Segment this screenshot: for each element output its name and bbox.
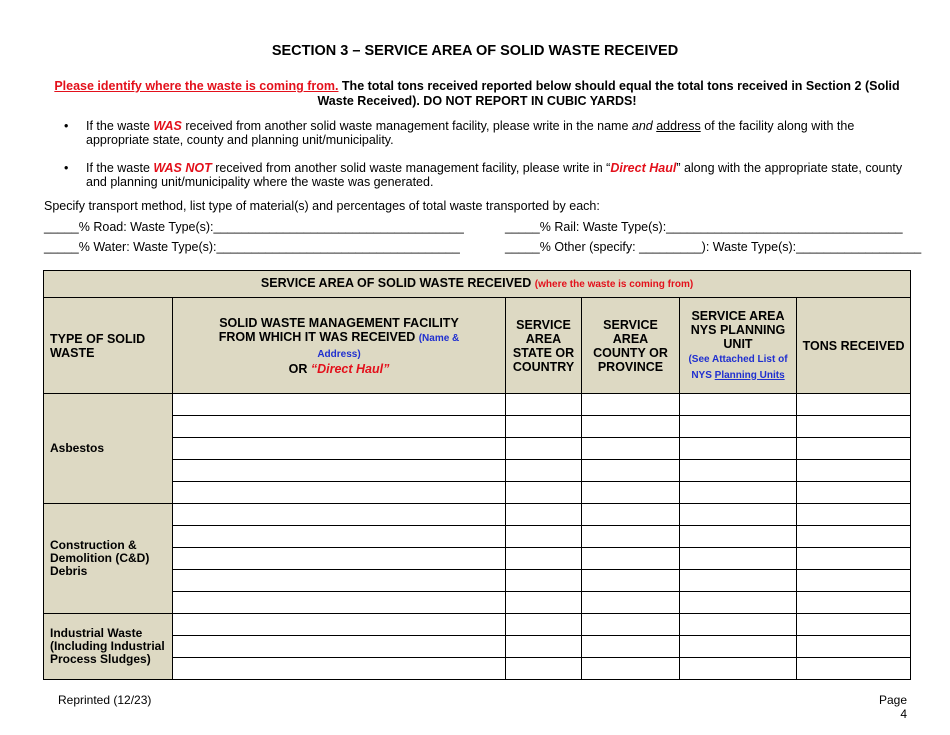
planning-unit-cell[interactable] bbox=[680, 482, 797, 504]
tons-cell[interactable] bbox=[797, 416, 911, 438]
facility-cell[interactable] bbox=[173, 526, 506, 548]
header-planning: SERVICE AREA NYS PLANNING UNIT (See Attached List of NYS Planning Units bbox=[680, 298, 797, 394]
transport-other-field[interactable]: _____% Other (specify: _________): Waste Type(s):__________________ bbox=[505, 240, 922, 254]
planning-unit-cell[interactable] bbox=[680, 504, 797, 526]
facility-cell[interactable] bbox=[173, 548, 506, 570]
tons-cell[interactable] bbox=[797, 548, 911, 570]
planning-unit-cell[interactable] bbox=[680, 548, 797, 570]
county-cell[interactable] bbox=[582, 658, 680, 680]
reprinted-note: Reprinted (12/23) bbox=[58, 693, 152, 707]
state-cell[interactable] bbox=[506, 658, 582, 680]
planning-unit-cell[interactable] bbox=[680, 614, 797, 636]
transport-rail-field[interactable]: _____% Rail: Waste Type(s):__________________________________ bbox=[505, 220, 903, 234]
county-cell[interactable] bbox=[582, 526, 680, 548]
tons-cell[interactable] bbox=[797, 592, 911, 614]
planning-unit-cell[interactable] bbox=[680, 394, 797, 416]
header-facility: SOLID WASTE MANAGEMENT FACILITY FROM WHICH IT WAS RECEIVED (Name & Address) OR “Direct Haul” bbox=[173, 298, 506, 394]
facility-cell[interactable] bbox=[173, 438, 506, 460]
header-state: SERVICE AREA STATE OR COUNTRY bbox=[506, 298, 582, 394]
state-cell[interactable] bbox=[506, 504, 582, 526]
county-cell[interactable] bbox=[582, 460, 680, 482]
facility-cell[interactable] bbox=[173, 636, 506, 658]
facility-cell[interactable] bbox=[173, 394, 506, 416]
bullet-icon: • bbox=[64, 161, 69, 175]
planning-unit-cell[interactable] bbox=[680, 526, 797, 548]
county-cell[interactable] bbox=[582, 394, 680, 416]
state-cell[interactable] bbox=[506, 416, 582, 438]
planning-unit-cell[interactable] bbox=[680, 438, 797, 460]
header-type: TYPE OF SOLID WASTE bbox=[44, 298, 173, 394]
planning-unit-cell[interactable] bbox=[680, 658, 797, 680]
county-cell[interactable] bbox=[582, 416, 680, 438]
tons-cell[interactable] bbox=[797, 526, 911, 548]
planning-units-link[interactable]: Planning Units bbox=[714, 369, 785, 381]
facility-cell[interactable] bbox=[173, 658, 506, 680]
waste-type-cd-debris: Construction & Demolition (C&D) Debris bbox=[44, 504, 173, 614]
tons-cell[interactable] bbox=[797, 504, 911, 526]
county-cell[interactable] bbox=[582, 592, 680, 614]
planning-unit-cell[interactable] bbox=[680, 636, 797, 658]
county-cell[interactable] bbox=[582, 482, 680, 504]
tons-cell[interactable] bbox=[797, 438, 911, 460]
tons-cell[interactable] bbox=[797, 394, 911, 416]
facility-cell[interactable] bbox=[173, 614, 506, 636]
section-title: SECTION 3 – SERVICE AREA OF SOLID WASTE RECEIVED bbox=[271, 43, 679, 59]
facility-cell[interactable] bbox=[173, 482, 506, 504]
county-cell[interactable] bbox=[582, 614, 680, 636]
planning-unit-cell[interactable] bbox=[680, 460, 797, 482]
page-number: Page 4 bbox=[878, 693, 907, 721]
waste-type-asbestos: Asbestos bbox=[44, 394, 173, 504]
transport-water-field[interactable]: _____% Water: Waste Type(s):___________________________________ bbox=[44, 240, 460, 254]
county-cell[interactable] bbox=[582, 636, 680, 658]
planning-unit-cell[interactable] bbox=[680, 570, 797, 592]
intro-instructions bbox=[44, 79, 910, 109]
state-cell[interactable] bbox=[506, 438, 582, 460]
identify-waste-link[interactable]: Please identify where the waste is coming from. bbox=[54, 79, 339, 93]
tons-cell[interactable] bbox=[797, 482, 911, 504]
state-cell[interactable] bbox=[506, 460, 582, 482]
facility-cell[interactable] bbox=[173, 592, 506, 614]
transport-road-field[interactable]: _____% Road: Waste Type(s):____________________________________ bbox=[44, 220, 464, 234]
facility-cell[interactable] bbox=[173, 460, 506, 482]
tons-cell[interactable] bbox=[797, 614, 911, 636]
state-cell[interactable] bbox=[506, 570, 582, 592]
tons-cell[interactable] bbox=[797, 460, 911, 482]
facility-cell[interactable] bbox=[173, 570, 506, 592]
state-cell[interactable] bbox=[506, 548, 582, 570]
bullet-icon: • bbox=[64, 119, 69, 133]
state-cell[interactable] bbox=[506, 636, 582, 658]
tons-cell[interactable] bbox=[797, 570, 911, 592]
county-cell[interactable] bbox=[582, 570, 680, 592]
county-cell[interactable] bbox=[582, 438, 680, 460]
county-cell[interactable] bbox=[582, 504, 680, 526]
facility-cell[interactable] bbox=[173, 504, 506, 526]
service-area-table bbox=[43, 270, 911, 680]
state-cell[interactable] bbox=[506, 614, 582, 636]
header-tons: TONS RECEIVED bbox=[797, 298, 911, 394]
state-cell[interactable] bbox=[506, 526, 582, 548]
waste-type-industrial: Industrial Waste (Including Industrial Process Sludges) bbox=[44, 614, 173, 680]
state-cell[interactable] bbox=[506, 592, 582, 614]
table-title: SERVICE AREA OF SOLID WASTE RECEIVED (where the waste is coming from) bbox=[44, 271, 911, 298]
planning-unit-cell[interactable] bbox=[680, 416, 797, 438]
facility-cell[interactable] bbox=[173, 416, 506, 438]
header-county: SERVICE AREA COUNTY OR PROVINCE bbox=[582, 298, 680, 394]
state-cell[interactable] bbox=[506, 394, 582, 416]
transport-intro: Specify transport method, list type of material(s) and percentages of total waste transported by each: bbox=[44, 199, 600, 213]
tons-cell[interactable] bbox=[797, 636, 911, 658]
county-cell[interactable] bbox=[582, 548, 680, 570]
tons-cell[interactable] bbox=[797, 658, 911, 680]
intro-text: The total tons received reported below should equal the total tons received in Section 2 (Solid Waste Received). DO NOT REPORT IN CUBIC YARDS! bbox=[317, 79, 900, 108]
planning-unit-cell[interactable] bbox=[680, 592, 797, 614]
state-cell[interactable] bbox=[506, 482, 582, 504]
